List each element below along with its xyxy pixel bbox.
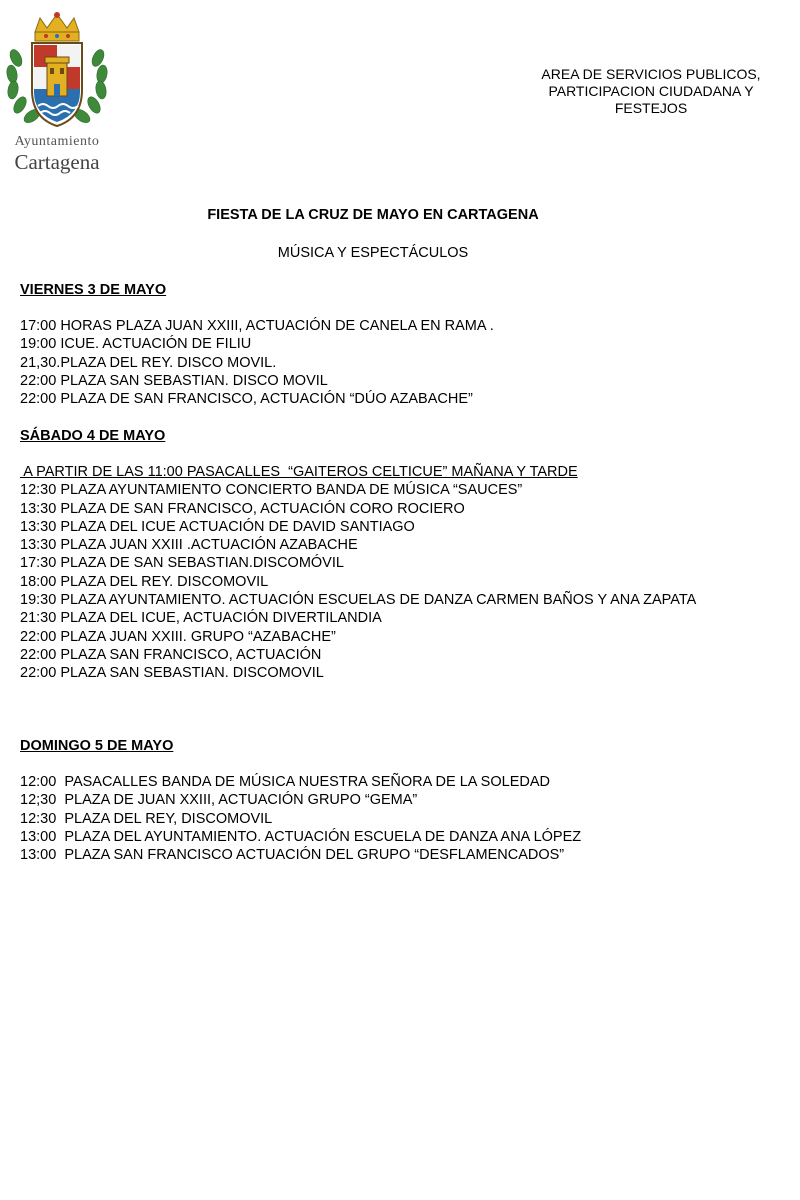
document-subtitle: MÚSICA Y ESPECTÁCULOS [277, 245, 469, 261]
department-line: FESTEJOS [614, 100, 688, 116]
event-item: 21,30.PLAZA DEL REY. DISCO MOVIL. [20, 354, 277, 371]
city-logo [2, 10, 112, 174]
day-heading-sunday: DOMINGO 5 DE MAYO [20, 738, 174, 754]
logo-caption-line2: Cartagena [14, 150, 100, 174]
event-item: 22:00 PLAZA SAN FRANCISCO, ACTUACIÓN [20, 646, 322, 663]
events-list-saturday [20, 463, 728, 683]
event-item: 22:00 PLAZA DE SAN FRANCISCO, ACTUACIÓN “DÚO AZABACHE” [20, 391, 473, 408]
logo-caption-line1: Ayuntamiento [14, 134, 100, 149]
event-item: 13:30 PLAZA DEL ICUE ACTUACIÓN DE DAVID SANTIAGO [20, 518, 415, 535]
event-item: 13:30 PLAZA JUAN XXIII .ACTUACIÓN AZABACHE [20, 537, 358, 554]
department-line: AREA DE SERVICIOS PUBLICOS, [541, 66, 761, 82]
document-title: FIESTA DE LA CRUZ DE MAYO EN CARTAGENA [207, 207, 539, 223]
event-item: 12:00 PASACALLES BANDA DE MÚSICA NUESTRA SEÑORA DE LA SOLEDAD [20, 774, 550, 790]
events-list-sunday [20, 773, 728, 864]
event-item: 22:00 PLAZA SAN SEBASTIAN. DISCO MOVIL [20, 372, 328, 389]
event-item: 17:00 HORAS PLAZA JUAN XXIII, ACTUACIÓN DE CANELA EN RAMA . [20, 318, 494, 334]
event-item: 22:00 PLAZA JUAN XXIII. GRUPO “AZABACHE” [20, 628, 336, 645]
coat-of-arms-icon [2, 10, 112, 134]
event-item: 19:00 ICUE. ACTUACIÓN DE FILIU [20, 336, 252, 353]
event-item: 13:00 PLAZA DEL AYUNTAMIENTO. ACTUACIÓN ESCUELA DE DANZA ANA LÓPEZ [20, 828, 582, 845]
event-item: 12:30 PLAZA AYUNTAMIENTO CONCIERTO BANDA DE MÚSICA “SAUCES” [20, 482, 523, 499]
event-item: 17:30 PLAZA DE SAN SEBASTIAN.DISCOMÓVIL [20, 555, 344, 572]
department-header [520, 66, 782, 117]
event-item: 19:30 PLAZA AYUNTAMIENTO. ACTUACIÓN ESCUELAS DE DANZA CARMEN BAÑOS Y ANA ZAPATA [20, 592, 697, 609]
event-item: 13:00 PLAZA SAN FRANCISCO ACTUACIÓN DEL GRUPO “DESFLAMENCADOS” [20, 847, 565, 864]
department-line: PARTICIPACION CIUDADANA Y [548, 83, 754, 99]
events-list-friday [20, 317, 728, 408]
day-heading-saturday: SÁBADO 4 DE MAYO [20, 428, 166, 444]
event-item: A PARTIR DE LAS 11:00 PASACALLES “GAITEROS CELTICUE” MAÑANA Y TARDE [20, 464, 578, 480]
event-item: 12;30 PLAZA DE JUAN XXIII, ACTUACIÓN GRUPO “GEMA” [20, 792, 418, 809]
event-item: 21:30 PLAZA DEL ICUE, ACTUACIÓN DIVERTILANDIA [20, 610, 382, 627]
day-heading-friday: VIERNES 3 DE MAYO [20, 282, 167, 298]
event-item: 12:30 PLAZA DEL REY, DISCOMOVIL [20, 810, 273, 827]
event-item: 22:00 PLAZA SAN SEBASTIAN. DISCOMOVIL [20, 665, 324, 682]
event-item: 13:30 PLAZA DE SAN FRANCISCO, ACTUACIÓN CORO ROCIERO [20, 500, 465, 517]
event-item: 18:00 PLAZA DEL REY. DISCOMOVIL [20, 573, 269, 590]
